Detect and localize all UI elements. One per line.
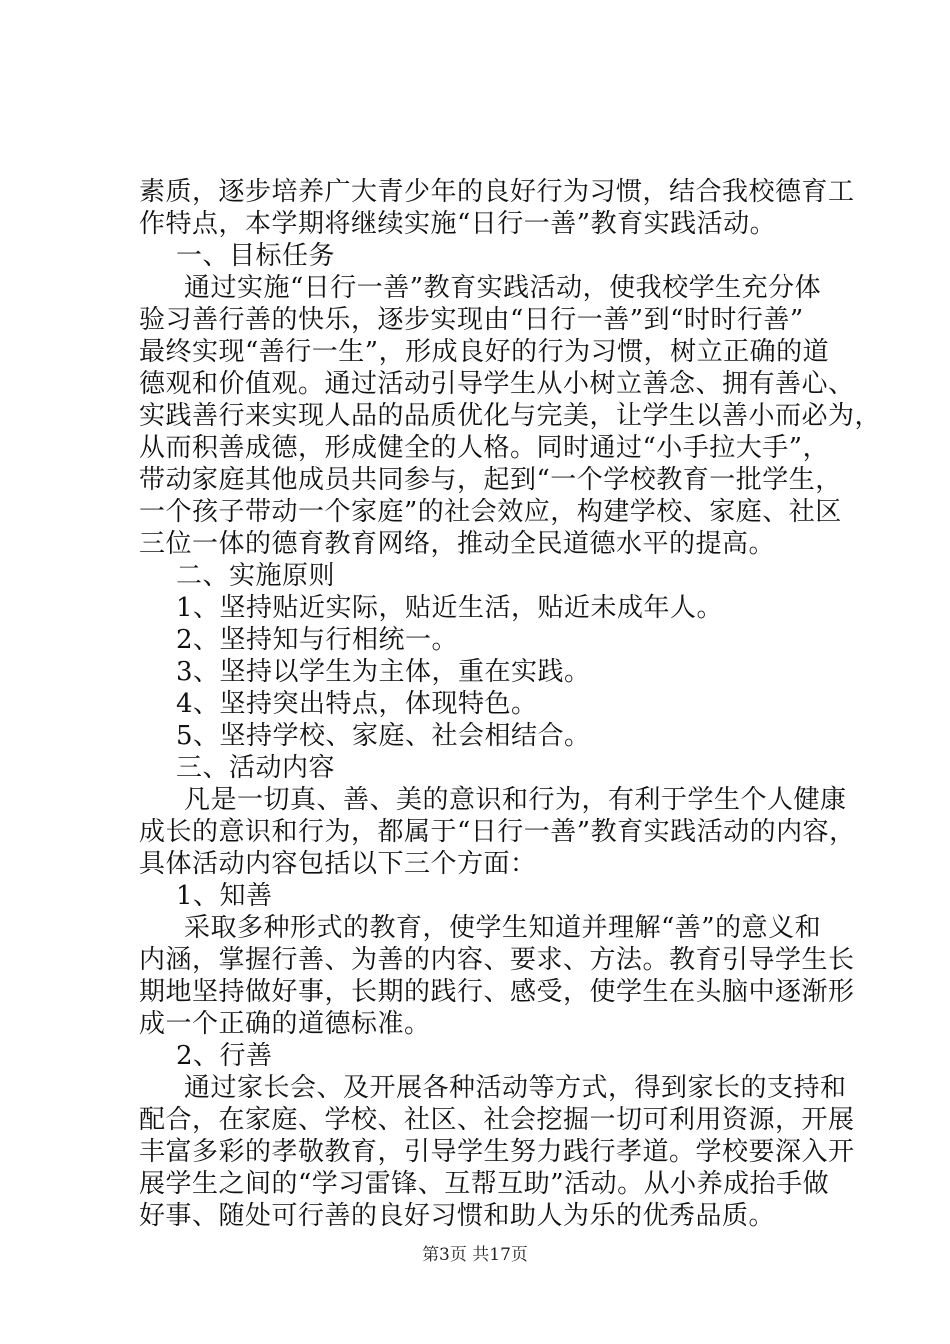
body-line: 通过家长会、及开展各种活动等方式，得到家长的支持和 [184, 1073, 847, 1103]
body-line: 最终实现“善行一生”，形成良好的行为习惯，树立正确的道 [139, 337, 830, 367]
body-line: 三位一体的德育教育网络，推动全民道德水平的提高。 [139, 529, 776, 559]
section-heading: 一、目标任务 [176, 241, 336, 271]
body-line: 通过实施“日行一善”教育实践活动，使我校学生充分体 [184, 273, 822, 303]
body-line: 凡是一切真、善、美的意识和行为，有利于学生个人健康 [184, 785, 847, 815]
subsection-heading: 1、知善 [176, 881, 273, 911]
body-line: 作特点，本学期将继续实施“日行一善”教育实践活动。 [139, 209, 777, 239]
list-item: 1、坚持贴近实际，贴近生活，贴近未成年人。 [176, 593, 724, 623]
body-line: 丰富多彩的孝敬教育，引导学生努力践行孝道。学校要深入开 [139, 1137, 855, 1167]
subsection-heading: 2、行善 [176, 1041, 273, 1071]
section-heading: 二、实施原则 [176, 561, 336, 591]
body-line: 好事、随处可行善的良好习惯和助人为乐的优秀品质。 [139, 1201, 776, 1231]
body-line: 内涵，掌握行善、为善的内容、要求、方法。教育引导学生长 [139, 945, 855, 975]
body-line: 素质，逐步培养广大青少年的良好行为习惯，结合我校德育工 [139, 177, 855, 207]
body-line: 实践善行来实现人品的品质优化与完美，让学生以善小而必为， [139, 401, 882, 431]
body-line: 配合，在家庭、学校、社区、社会挖掘一切可利用资源，开展 [139, 1105, 855, 1135]
page-number-footer: 第3页 共17页 [422, 1245, 528, 1265]
list-item: 3、坚持以学生为主体，重在实践。 [176, 657, 591, 687]
body-line: 成一个正确的道德标准。 [139, 1009, 431, 1039]
body-line: 采取多种形式的教育，使学生知道并理解“善”的意义和 [184, 913, 822, 943]
list-item: 4、坚持突出特点，体现特色。 [176, 689, 538, 719]
body-line: 成长的意识和行为，都属于“日行一善”教育实践活动的内容， [139, 817, 856, 847]
body-line: 具体活动内容包括以下三个方面： [139, 849, 537, 879]
list-item: 2、坚持知与行相统一。 [176, 625, 459, 655]
body-line: 期地坚持做好事，长期的践行、感受，使学生在头脑中逐渐形 [139, 977, 855, 1007]
body-line: 从而积善成德，形成健全的人格。同时通过“小手拉大手”， [139, 433, 830, 463]
body-line: 验习善行善的快乐，逐步实现由“日行一善”到“时时行善” [139, 305, 804, 335]
body-line: 展学生之间的“学习雷锋、互帮互助”活动。从小养成抬手做 [139, 1169, 830, 1199]
section-heading: 三、活动内容 [176, 753, 336, 783]
body-line: 德观和价值观。通过活动引导学生从小树立善念、拥有善心、 [139, 369, 855, 399]
list-item: 5、坚持学校、家庭、社会相结合。 [176, 721, 591, 751]
body-line: 一个孩子带动一个家庭”的社会效应，构建学校、家庭、社区 [139, 497, 842, 527]
body-line: 带动家庭其他成员共同参与，起到“一个学校教育一批学生， [139, 465, 842, 495]
